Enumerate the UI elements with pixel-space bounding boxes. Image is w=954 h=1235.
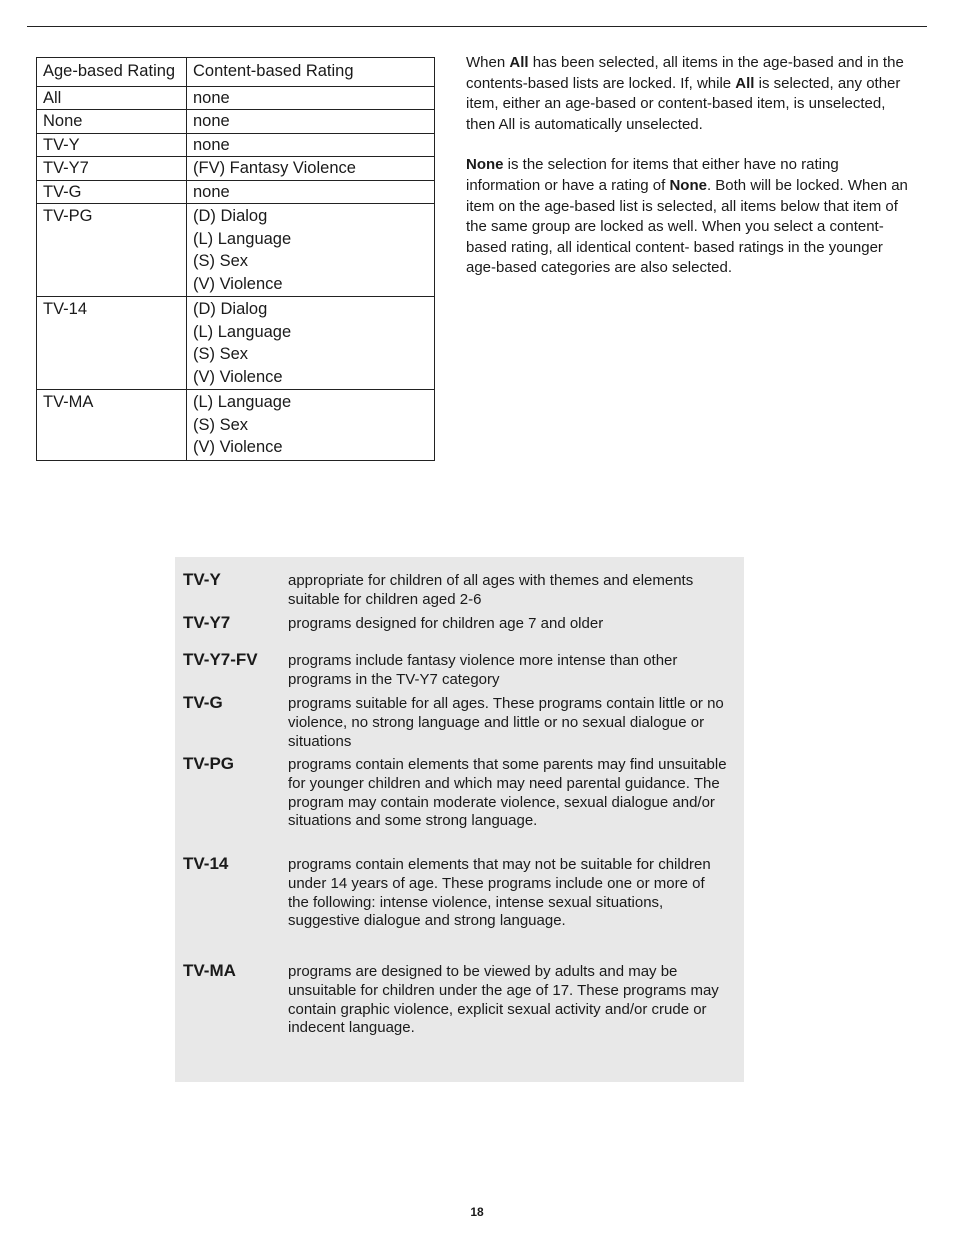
content-rating-line: none (193, 182, 230, 201)
content-rating-line: (S) Sex (193, 252, 249, 270)
text-run: . Both will be locked. When an item on the age-based list is selected, all items below that item of the same group are locked as well. When you select a content-based rating, all identical content- based ratings in the younger age-based categories are also selected. (466, 176, 908, 277)
rating-definitions-box (175, 557, 744, 1082)
definition-term: TV-Y7-FV (183, 650, 258, 669)
text-run: is selected, any other item, either an age-based or content-based item, is unselected, then All is automatically unselected. (466, 74, 901, 133)
content-rating-cell (187, 157, 435, 181)
definition-text: appropriate for children of all ages with themes and elements suitable for children aged 2-6 (288, 572, 694, 608)
bold-term: None (669, 176, 707, 194)
content-rating-line: (V) Violence (193, 274, 283, 293)
text-run: When (466, 54, 510, 71)
definition-term: TV-MA (183, 961, 236, 980)
table-row (37, 204, 435, 297)
definition-text: programs include fantasy violence more intense than other programs in the TV-Y7 category (288, 652, 678, 688)
definition-term: TV-G (183, 693, 223, 712)
age-rating-cell: TV-MA (37, 390, 187, 461)
content-rating-line: (D) Dialog (193, 300, 268, 318)
explanation-text (466, 53, 916, 299)
content-rating-cell (187, 110, 435, 134)
content-rating-line: (L) Language (193, 229, 292, 248)
content-rating-cell (187, 180, 435, 204)
content-rating-line: (S) Sex (193, 345, 249, 363)
content-rating-cell (187, 204, 435, 297)
definition-term: TV-PG (183, 754, 235, 773)
content-rating-line: (V) Violence (193, 438, 283, 456)
definition-term: TV-Y (183, 570, 221, 589)
content-rating-line: (V) Violence (193, 367, 283, 386)
content-rating-line: (L) Language (193, 393, 292, 411)
content-rating-cell (187, 133, 435, 157)
definition-text: programs contain elements that may not be suitable for children under 14 years of age. These programs include one or more of the following: intense violence, intense sexual situations, suggestive dialogue and strong language. (288, 856, 711, 930)
table-row (37, 297, 435, 390)
content-rating-line: none (193, 88, 230, 107)
age-rating-cell: TV-PG (37, 204, 187, 297)
header-age-based: Age-based Rating (37, 58, 187, 87)
content-rating-cell (187, 297, 435, 390)
bold-term: All (735, 74, 755, 92)
bold-term: All (509, 54, 529, 71)
text-run: has been selected, all items in the age-based and in the contents-based lists are locked. If, while (466, 54, 904, 92)
age-rating-cell: All (37, 86, 187, 110)
table-row (37, 157, 435, 181)
definition-text: programs suitable for all ages. These programs contain little or no violence, no strong language and little or no sexual dialogue or situations (288, 695, 724, 750)
top-rule (27, 26, 927, 27)
header-content-based: Content-based Rating (187, 58, 435, 87)
page-number: 18 (470, 1205, 484, 1219)
table-row (37, 390, 435, 461)
table-row (37, 110, 435, 134)
content-rating-line: none (193, 135, 230, 154)
definition-term: TV-14 (183, 854, 229, 873)
age-rating-cell: TV-14 (37, 297, 187, 390)
content-rating-line: (L) Language (193, 322, 292, 341)
definition-text: programs designed for children age 7 and older (288, 615, 604, 632)
content-rating-cell (187, 86, 435, 110)
ratings-table (36, 57, 435, 461)
age-rating-cell: TV-G (37, 180, 187, 204)
table-header-row (37, 58, 435, 87)
bold-term: None (466, 156, 504, 174)
age-rating-cell: TV-Y (37, 133, 187, 157)
content-rating-cell (187, 390, 435, 461)
definition-text: programs are designed to be viewed by adults and may be unsuitable for children under the age of 17. These programs may contain graphic violence, explicit sexual activity and/or crude or indecent language. (288, 963, 719, 1037)
age-rating-cell: None (37, 110, 187, 134)
text-run: is the selection for items that either have no rating information or have a rating of (466, 156, 839, 194)
content-rating-line: none (193, 112, 230, 130)
content-rating-line: (S) Sex (193, 415, 249, 434)
definition-term: TV-Y7 (183, 613, 231, 632)
content-rating-line: (FV) Fantasy Violence (193, 159, 356, 177)
all-explanation-paragraph (466, 53, 916, 135)
age-rating-cell: TV-Y7 (37, 157, 187, 181)
none-explanation-paragraph (466, 155, 916, 279)
table-row (37, 180, 435, 204)
table-row (37, 133, 435, 157)
content-rating-line: (D) Dialog (193, 207, 268, 225)
definition-text: programs contain elements that some parents may find unsuitable for younger children and which may need parental guidance. The program may contain moderate violence, sexual dialogue and/or situations and some strong language. (288, 756, 727, 830)
table-row (37, 86, 435, 110)
